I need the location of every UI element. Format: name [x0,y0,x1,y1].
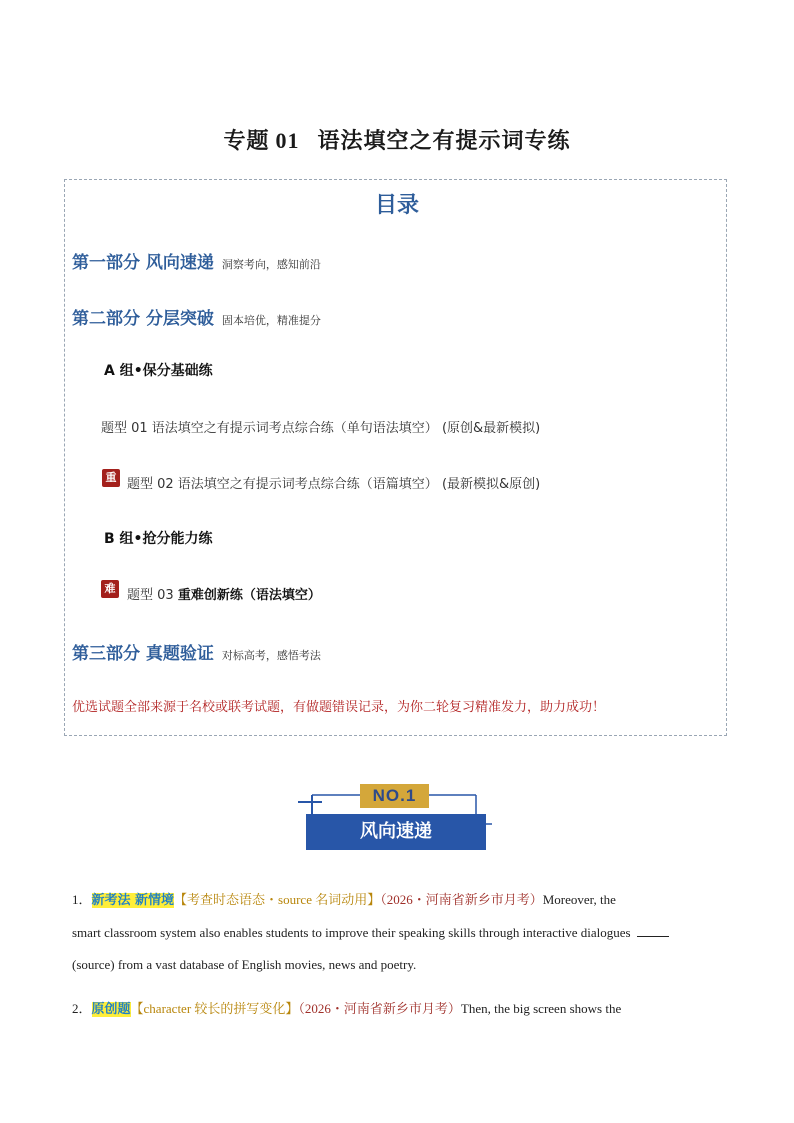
toc-part-2[interactable]: 第二部分 分层突破 固本培优，精准提分 [72,309,321,329]
question-1: 1．新考法 新情境【考查时态语态・source 名词动用】（2026・河南省新乡市月考）Moreover, the smart classroom system also enables students to improve their speaking skills through interactive dialogues (source) from a vast database of English movies, news and poetry. [72,884,722,981]
toc-item-1[interactable]: 题型 01 语法填空之有提示词考点综合练（单句语法填空） (原创&最新模拟) [101,421,541,436]
toc-heading: 目录 [374,193,419,218]
section-number-tag: NO.1 [360,784,429,808]
difficult-badge: 难 [101,580,119,598]
question-badge: 原创题 [91,1002,131,1017]
toc-item-3[interactable]: 题型 03 重难创新练（语法填空） [127,588,321,603]
question-badge: 新考法 新情境 [91,893,175,908]
toc-part-3[interactable]: 第三部分 真题验证 对标高考，感悟考法 [72,644,321,664]
question-2: 2．原创题【character 较长的拼写变化】（2026・河南省新乡市月考）Then, the big screen shows the [72,1001,622,1017]
toc-item-2[interactable]: 题型 02 语法填空之有提示词考点综合练（语篇填空） (最新模拟&原创) [127,477,541,492]
toc-group-b: B 组•抢分能力练 [104,531,213,547]
important-badge: 重 [102,469,120,487]
toc-group-a: A 组•保分基础练 [104,363,213,379]
toc-note: 优选试题全部来源于名校或联考试题，有做题错误记录，为你二轮复习精准发力，助力成功！ [72,700,606,715]
page-title: 专题 01 语法填空之有提示词专练 [223,128,571,154]
section-title: 风向速递 [306,814,486,850]
answer-blank[interactable] [637,924,669,937]
toc-part-1[interactable]: 第一部分 风向速递 洞察考向，感知前沿 [72,253,321,273]
